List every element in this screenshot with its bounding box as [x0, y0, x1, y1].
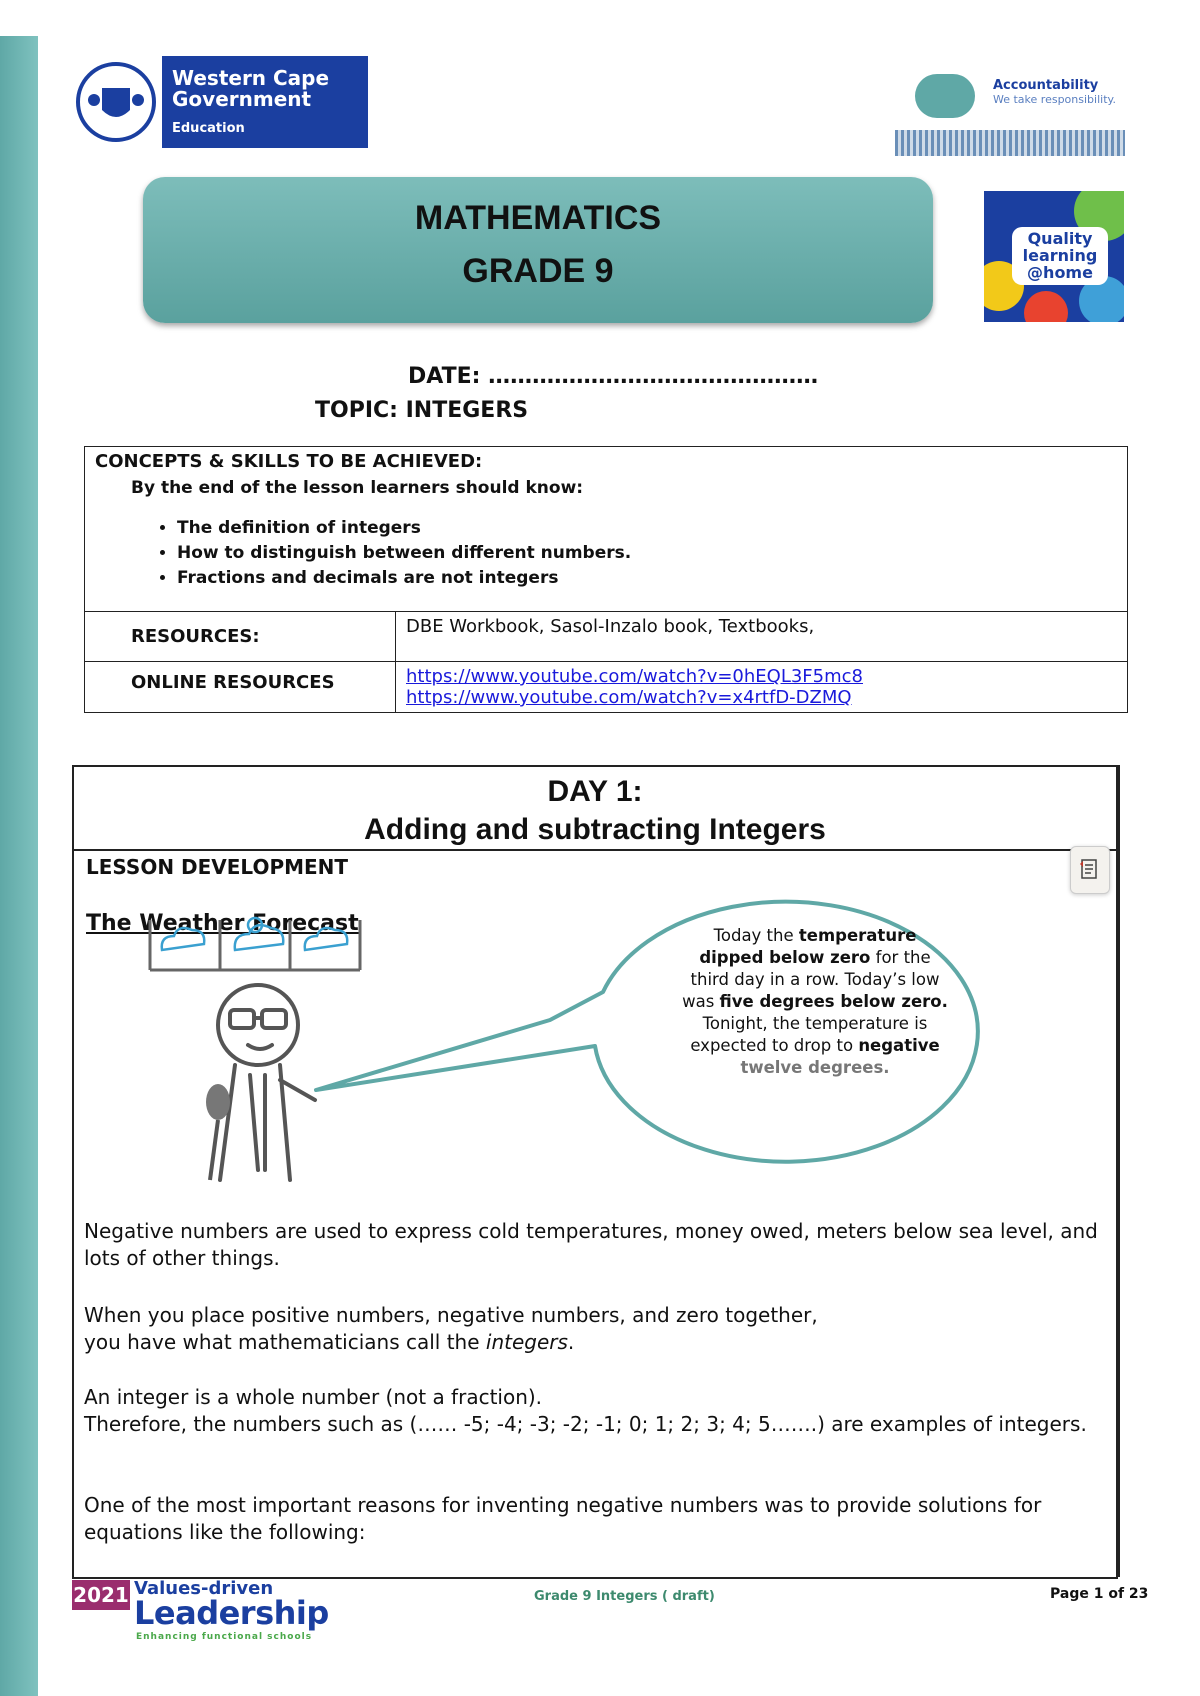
footer-leadership: Leadership [134, 1594, 329, 1632]
accountability-logo [895, 72, 1125, 160]
resources-label: RESOURCES: [85, 612, 396, 662]
notes-icon[interactable] [1070, 846, 1110, 894]
paragraph-equations: One of the most important reasons for inventing negative numbers was to provide solutions for equations like the following: [84, 1493, 1042, 1544]
accountability-sub: We take responsibility. [993, 93, 1116, 106]
page-number: Page 1 of 23 [1050, 1586, 1149, 1602]
qlh-line2: learning [1022, 245, 1098, 265]
concepts-table [84, 446, 1128, 713]
day-subtitle: Adding and subtracting Integers [364, 813, 826, 846]
day-title: DAY 1: [547, 775, 643, 808]
coat-of-arms-icon [70, 56, 162, 148]
date-field: DATE: ……………………………………… [408, 364, 819, 389]
footer-enhancing: Enhancing functional schools [136, 1632, 313, 1642]
concepts-intro: By the end of the lesson learners should know: [131, 478, 584, 498]
wcg-line3: Education [172, 121, 245, 137]
values-driven-leadership-logo [72, 1580, 332, 1640]
footer-document-title: Grade 9 Integers ( draft) [534, 1589, 715, 1604]
lesson-development-heading: LESSON DEVELOPMENT [86, 855, 349, 879]
wcg-line2: Government [172, 87, 312, 112]
page-side-bar [0, 36, 38, 1696]
quality-learning-logo [984, 191, 1124, 322]
footer-values: Values-driven [134, 1578, 274, 1599]
footer-year: 2021 [72, 1580, 130, 1610]
title-banner [143, 177, 933, 323]
online-link-1[interactable]: https://www.youtube.com/watch?v=0hEQL3F5mc8 [406, 666, 863, 687]
qlh-line1: Quality [1027, 229, 1093, 248]
list-item: • How to distinguish between different numbers. [177, 543, 1117, 563]
paragraph-integers-def: When you place positive numbers, negative numbers, and zero together, you have what mathematicians call the integers. [84, 1303, 818, 1354]
concepts-list [95, 518, 1117, 588]
list-item: • Fractions and decimals are not integers [177, 568, 1117, 588]
day-box-edge [1118, 765, 1120, 1577]
qlh-line3: @home [1027, 262, 1093, 282]
online-link-2[interactable]: https://www.youtube.com/watch?v=x4rtfD-DZMQ [406, 687, 852, 708]
list-item: • The definition of integers [177, 518, 1117, 538]
online-resources-label: ONLINE RESOURCES [85, 662, 396, 713]
forecast-board-icon [150, 918, 360, 970]
topic-label: TOPIC: INTEGERS [315, 398, 529, 423]
concepts-heading: CONCEPTS & SKILLS TO BE ACHIEVED: [95, 451, 483, 472]
paragraph-negative-numbers: Negative numbers are used to express cold temperatures, money owed, meters below sea level, and lots of other things. [84, 1219, 1098, 1270]
paragraph-integer-examples: An integer is a whole number (not a fraction). Therefore, the numbers such as (…… -5; -4; -3; -2; -1; 0; 1; 2; 3; 4; 5…….) are examples of integers. [84, 1385, 1087, 1436]
accountability-title: Accountability [993, 78, 1099, 93]
values-strip [895, 130, 1125, 156]
subject-title: MATHEMATICS [414, 199, 662, 237]
resources-value: DBE Workbook, Sasol-Inzalo book, Textbooks, [396, 612, 1128, 662]
wcg-line1: Western Cape [172, 66, 330, 91]
grade-title: GRADE 9 [462, 252, 614, 290]
weather-forecast-heading: The Weather Forecast [86, 911, 359, 936]
hand-icon [915, 74, 975, 118]
day-header [74, 767, 1116, 851]
wcg-logo [70, 56, 368, 148]
speech-bubble-text: Today the temperature dipped below zero for the third day in a row. Today’s low was five degrees below zero. Tonight, the temperature is expected to drop to negative twelve degrees. [682, 926, 948, 1077]
